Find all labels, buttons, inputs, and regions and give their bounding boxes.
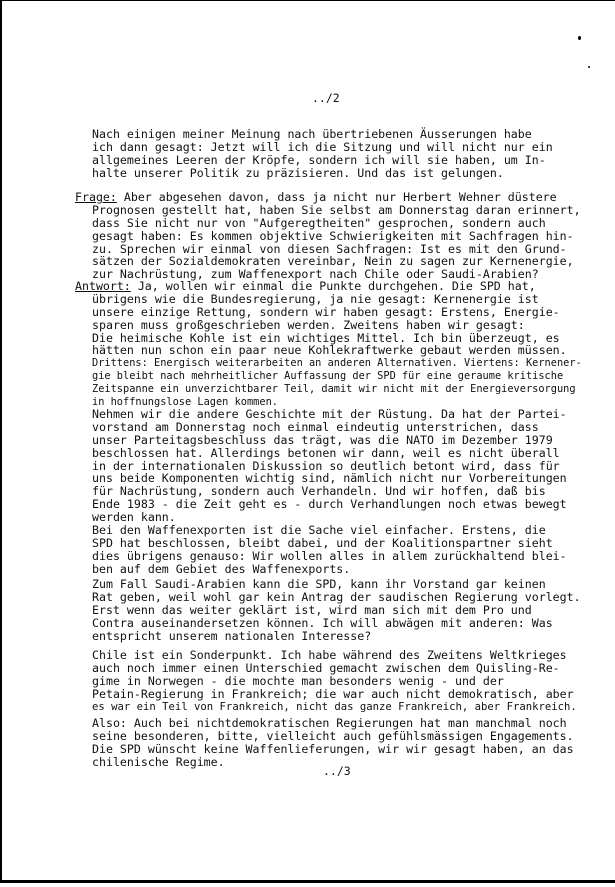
text-line: übrigens wie die Bundesregierung, ja nie gesagt: Kernenergie ist [92,291,539,306]
text-line: Drittens: Energisch weiterarbeiten an anderen Alternativen. Viertens: Kernener- [92,357,582,370]
text-line: vorstand am Donnerstag noch einmal eindeutig unterstrichen, dass [92,419,539,434]
text-line: ich dann gesagt: Jetzt will ich die Sitzung und will nicht nur ein [92,139,553,154]
text-line: dass Sie nicht nur von "Aufgeregtheiten" gesprochen, sondern auch [92,215,546,230]
text-line: gime in Norwegen - die mochte man besonders wenig - und der [92,673,504,688]
scan-speck [588,66,590,68]
text-line: Ja, wollen wir einmal die Punkte durchgehen. Die SPD hat, [130,279,536,293]
paragraph-saudi-arabia [92,578,581,642]
text-line: unsere einzige Rettung, sondern wir haben gesagt: Erstens, Energie- [92,304,560,319]
text-line: halte unserer Politik zu präzisieren. Und das ist gelungen. [92,165,504,180]
next-page-marker: ../3 [323,764,351,778]
text-line: zur Nachrüstung, zum Waffenexport nach Chile oder Saudi-Arabien? [92,267,539,282]
text-line: Prognosen gestellt hat, haben Sie selbst am Donnerstag daran erinnert, [92,202,581,217]
question-label: Frage: [75,190,117,204]
text-line: hätten nun schon ein paar neue Kohlekraftwerke gebaut werden müssen. [92,343,567,358]
text-line: dies übrigens genauso: Wir wollen alles in allem zurückhaltend blei- [92,548,567,563]
text-line: unser Parteitagsbeschluss das trägt, was die NATO im Dezember 1979 [92,432,553,447]
paragraph-intro [92,128,553,180]
text-line: Rat geben, weil wohl gar kein Antrag der saudischen Regierung vorlegt. [92,589,581,604]
text-line: zu. Sprechen wir einmal von diesen Sachfragen: Ist es mit den Grund- [92,241,567,256]
text-line: für Nachrüstung, sondern auch Verhandeln. Und wir hoffen, daß bis [92,484,546,499]
paragraph-armament [92,408,567,576]
paragraph-chile [92,649,577,713]
text-line: Nach einigen meiner Meinung nach übertriebenen Äusserungen habe [92,127,532,141]
text-line: Zum Fall Saudi-Arabien kann die SPD, kann ihr Vorstand gar keinen [92,577,546,591]
text-line: ben auf dem Gebiet des Waffenexports. [92,561,351,576]
text-line: entspricht unserem nationalen Interesse? [92,628,372,643]
text-line: auch noch immer einen Unterschied gemacht zwischen dem Quisling-Re- [92,660,560,675]
text-line: Nehmen wir die andere Geschichte mit der Rüstung. Da hat der Partei- [92,407,567,421]
text-line: Chile ist ein Sonderpunkt. Ich habe während des Zweitens Weltkrieges [92,648,567,662]
text-line: Zeitspanne ein unverzichtbarer Teil, damit wir nicht mit der Energieversorgung [92,383,576,396]
text-line: werden kann. [92,510,176,525]
text-line: sätzen der Sozialdemokraten vereinbar, Nein zu sagen zur Kernenergie, [92,254,574,269]
answer-label: Antwort: [75,279,131,293]
text-line: Bei den Waffenexporten ist die Sache viel einfacher. Erstens, die [92,523,546,538]
text-line: seine besonderen, bitte, vielleicht auch gefühlsmässigen Engagements. [92,728,574,743]
text-line: in hoffnungslose Lagen kommen. [92,396,278,409]
text-line: gesagt haben: Es kommen objektive Schwierigkeiten mit Sachfragen hin- [92,228,574,243]
text-line: Die heimische Kohle ist ein wichtiges Mittel. Ich bin überzeugt, es [92,330,560,345]
paragraph-conclusion [92,717,574,769]
paragraph-answer [75,280,582,409]
paragraph-question [75,191,581,281]
text-line: in der internationalen Diskussion so deutlich betont wird, dass für [92,458,560,473]
text-line: Also: Auch bei nichtdemokratischen Regierungen hat man manchmal noch [92,716,567,730]
text-line: Contra auseinandersetzen können. Ich will abwägen mit anderen: Was [92,615,553,630]
text-line: Aber abgesehen davon, dass ja nicht nur Herbert Wehner düstere [116,190,557,204]
text-line: Ende 1983 - die Zeit geht es - durch Verhandlungen noch etwas bewegt [92,497,567,512]
text-line: uns beide Komponenten wichtig sind, nämlich nicht nur Vorbereitungen [92,471,567,486]
text-line: allgemeines Leeren der Kröpfe, sondern ich will sie haben, um In- [92,152,546,167]
page-number: ../2 [312,91,340,105]
scan-speck [578,36,581,40]
text-line: sparen muss großgeschrieben werden. Zweitens haben wir gesagt: [92,317,525,332]
text-line: es war ein Teil von Frankreich, nicht das ganze Frankreich, aber Frankreich. [92,700,577,713]
text-line: gie bleibt nach mehrheitlicher Auffassung der SPD für eine geraume kritische [92,370,564,383]
text-line: SPD hat beschlossen, bleibt dabei, und der Koalitionspartner sieht [92,535,553,550]
text-line: Erst wenn das weiter geklärt ist, wird man sich mit dem Pro und [92,602,532,617]
text-line: chilenische Regime. [92,754,225,769]
text-line: Die SPD wünscht keine Waffenlieferungen, wir wir gesagt haben, an das [92,741,574,756]
text-line: Petain-Regierung in Frankreich; die war auch nicht demokratisch, aber [92,686,574,701]
text-line: beschlossen hat. Allerdings betonen wir dann, weil es nicht überall [92,445,560,460]
